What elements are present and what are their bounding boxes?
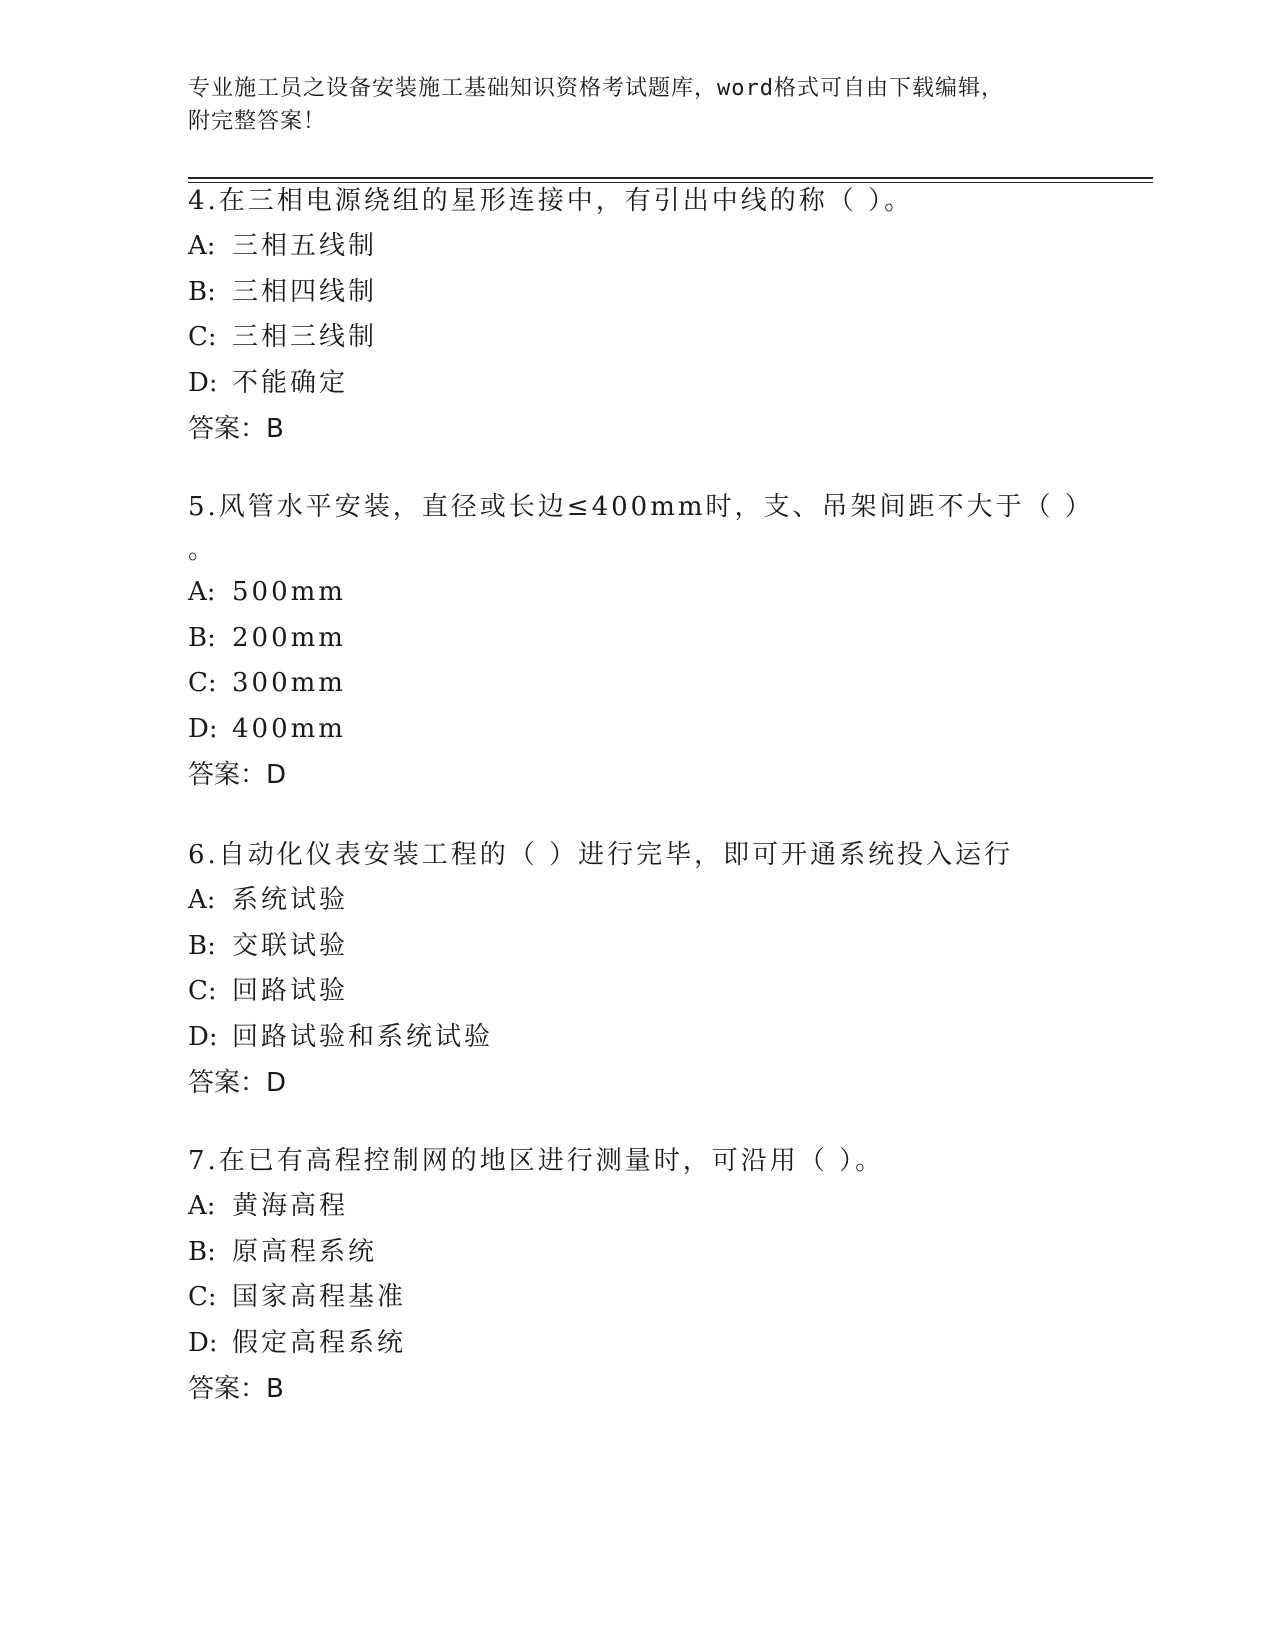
option-letter: C: bbox=[188, 1282, 217, 1312]
option-letter: C: bbox=[188, 976, 217, 1006]
question-text: 7.在已有高程控制网的地区进行测量时，可沿用（ ）。 bbox=[188, 1146, 885, 1176]
option-text: 300mm bbox=[232, 668, 346, 698]
option-b bbox=[188, 616, 1148, 662]
answer-line: 答案：B bbox=[188, 414, 284, 444]
option-text: 回路试验和系统试验 bbox=[232, 1021, 494, 1052]
option-d bbox=[188, 361, 1148, 407]
option-text: 不能确定 bbox=[232, 367, 349, 398]
question-block bbox=[188, 484, 1148, 798]
option-text: 回路试验 bbox=[232, 976, 349, 1006]
document-header bbox=[188, 72, 1088, 138]
option-a bbox=[188, 224, 1148, 270]
question-text-continuation: 。 bbox=[188, 535, 215, 565]
option-text: 原高程系统 bbox=[232, 1236, 378, 1267]
option-text: 假定高程系统 bbox=[232, 1327, 407, 1358]
option-letter: C: bbox=[188, 668, 217, 698]
option-text: 交联试验 bbox=[232, 930, 349, 961]
option-d bbox=[188, 1321, 1148, 1367]
option-letter: C: bbox=[188, 322, 217, 352]
option-letter: B: bbox=[188, 276, 216, 307]
option-c bbox=[188, 315, 1148, 361]
question-text: 6.自动化仪表安装工程的（ ）进行完毕，即可开通系统投入运行 bbox=[188, 840, 1014, 870]
option-letter: B: bbox=[188, 622, 216, 653]
option-letter: D: bbox=[188, 713, 218, 744]
option-d bbox=[188, 1015, 1148, 1061]
answer-line: 答案：D bbox=[188, 1068, 287, 1098]
option-text: 400mm bbox=[232, 713, 346, 744]
question-block bbox=[188, 178, 1148, 452]
option-c bbox=[188, 969, 1148, 1015]
option-text: 200mm bbox=[232, 622, 346, 653]
option-text: 系统试验 bbox=[232, 885, 349, 915]
option-c bbox=[188, 661, 1148, 707]
option-a bbox=[188, 878, 1148, 924]
question-block bbox=[188, 832, 1148, 1106]
option-letter: A: bbox=[188, 885, 216, 915]
option-letter: A: bbox=[188, 1191, 216, 1221]
option-a bbox=[188, 1184, 1148, 1230]
question-text: 5.风管水平安装，直径或长边≤400mm时，支、吊架间距不大于（ ） bbox=[188, 492, 1094, 522]
header-title-line-1: 专业施工员之设备安装施工基础知识资格考试题库，word格式可自由下载编辑， bbox=[188, 76, 1004, 101]
option-a bbox=[188, 570, 1148, 616]
answer-line: 答案：B bbox=[188, 1374, 284, 1404]
option-b bbox=[188, 270, 1148, 316]
option-text: 三相三线制 bbox=[232, 322, 378, 352]
option-text: 500mm bbox=[232, 577, 346, 607]
option-letter: B: bbox=[188, 1236, 216, 1267]
option-letter: A: bbox=[188, 577, 216, 607]
option-b bbox=[188, 1230, 1148, 1276]
option-letter: A: bbox=[188, 231, 216, 261]
question-block bbox=[188, 1138, 1148, 1412]
question-text: 4.在三相电源绕组的星形连接中，有引出中线的称（ ）。 bbox=[188, 186, 914, 216]
option-text: 三相四线制 bbox=[232, 276, 378, 307]
option-letter: B: bbox=[188, 930, 216, 961]
option-text: 国家高程基准 bbox=[232, 1282, 407, 1312]
option-letter: D: bbox=[188, 1327, 218, 1358]
option-text: 黄海高程 bbox=[232, 1191, 349, 1221]
option-letter: D: bbox=[188, 1021, 218, 1052]
answer-line: 答案：D bbox=[188, 760, 287, 790]
header-title-line-2: 附完整答案！ bbox=[188, 109, 327, 134]
option-b bbox=[188, 924, 1148, 970]
option-letter: D: bbox=[188, 367, 218, 398]
option-text: 三相五线制 bbox=[232, 231, 378, 261]
option-c bbox=[188, 1275, 1148, 1321]
option-d bbox=[188, 707, 1148, 753]
